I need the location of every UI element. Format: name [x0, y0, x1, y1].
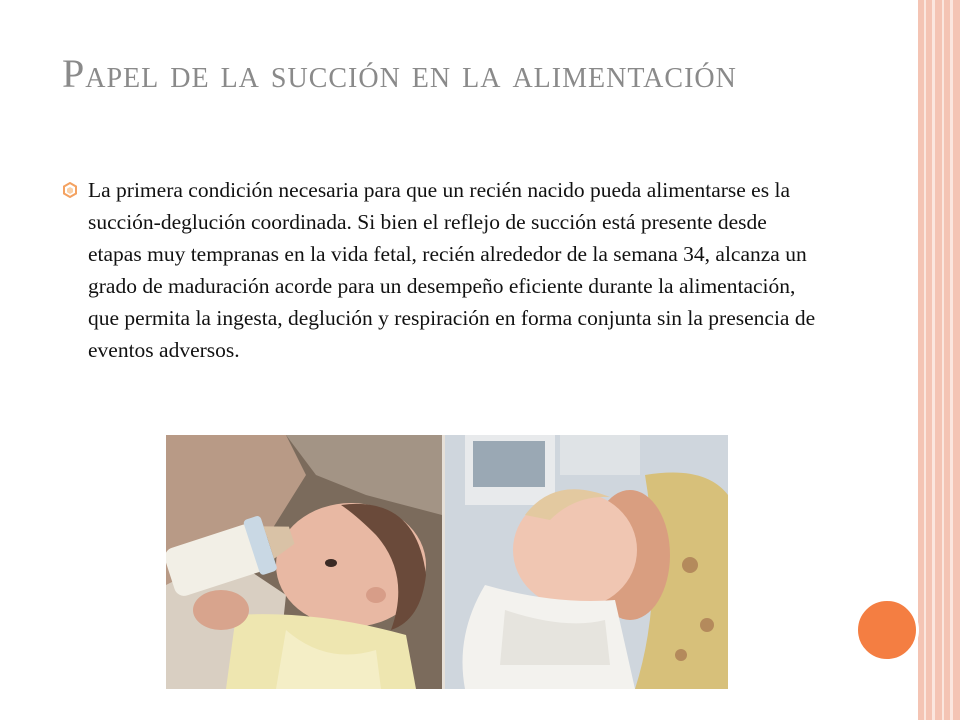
breastfeeding-image	[445, 435, 728, 689]
bottle-feeding-image	[166, 435, 442, 689]
feeding-photo	[166, 435, 728, 689]
slide-title: Papel de la succión en la alimentación	[62, 51, 737, 96]
decorative-stripes	[918, 0, 960, 720]
bullet-item	[62, 174, 822, 366]
bullet-text: La primera condición necesaria para que un recién nacido pueda alimentarse es la succión-deglución coordinada. Si bien el reflejo de succión está presente desde etapas muy tempranas en la vida fetal, recién alrededor de la semana 34, alcanza un grado de maduración acorde para un desempeño eficiente durante la alimentación, que permita la ingesta, deglución y respiración en forma conjunta sin la presencia de eventos adversos.	[88, 178, 816, 362]
hexagon-bullet-icon	[62, 182, 78, 198]
accent-circle	[855, 598, 919, 662]
